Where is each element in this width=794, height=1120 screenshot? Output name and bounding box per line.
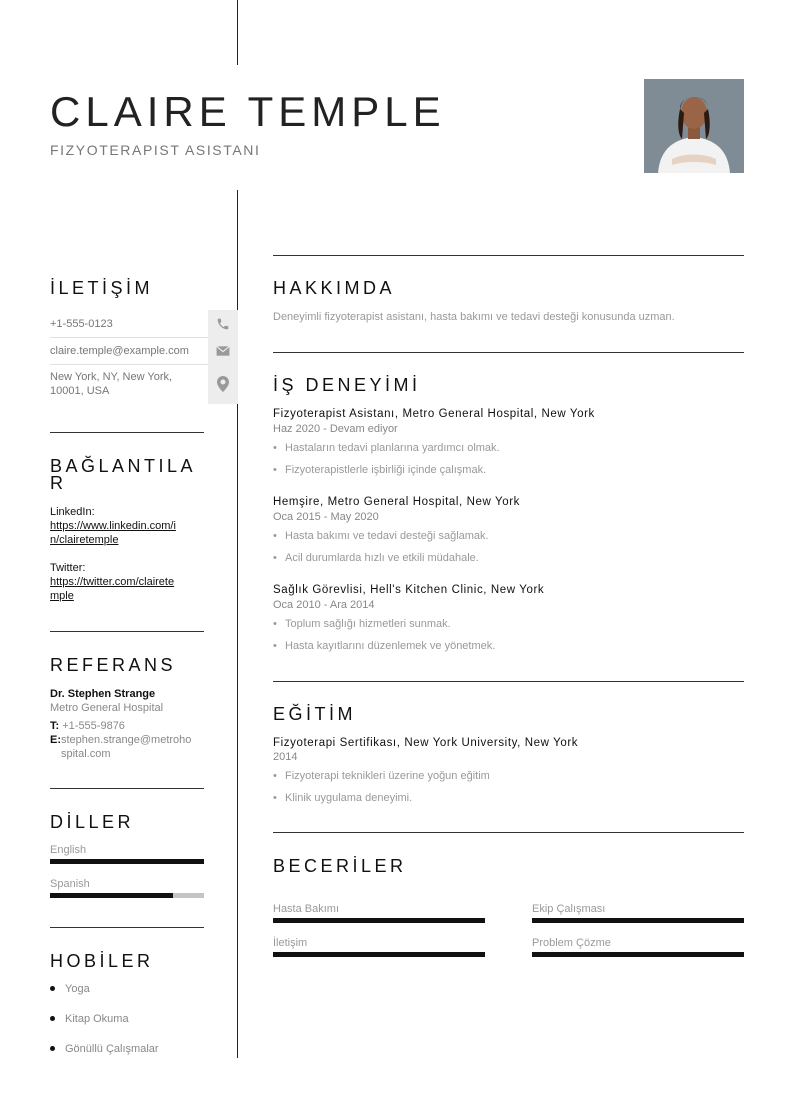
envelope-icon xyxy=(208,337,238,364)
job-bullet: • Acil durumlarda hızlı ve etkili müdahale. xyxy=(273,552,479,564)
contact-phone[interactable]: +1-555-0123 xyxy=(50,318,113,330)
skill-bar-fill xyxy=(273,952,485,957)
education-date: 2014 xyxy=(273,751,298,763)
skills-heading: BECERİLER xyxy=(273,856,407,876)
contact-email-row xyxy=(50,337,238,364)
profile-photo-image xyxy=(644,79,744,173)
reference-entry xyxy=(50,687,204,761)
skill-bar xyxy=(273,952,485,957)
about-text: Deneyimli fizyoterapist asistanı, hasta bakımı ve tedavi desteği konusunda uzman. xyxy=(273,311,675,323)
contact-phone-row xyxy=(50,310,238,337)
hobby-item: Yoga xyxy=(50,983,90,995)
candidate-name: CLAIRE TEMPLE xyxy=(50,88,446,135)
reference-email[interactable]: stephen.strange@metroho spital.com xyxy=(61,734,192,760)
contact-address-line1: New York, NY, New York, xyxy=(50,371,173,383)
job-bullet: • Hasta kayıtlarını düzenlemek ve yönetmek. xyxy=(273,640,496,652)
skill-bar xyxy=(532,952,744,957)
section-rule xyxy=(273,681,744,682)
reference-email-label: E: xyxy=(50,734,61,746)
skill-label: Problem Çözme xyxy=(532,937,611,949)
job-date: Oca 2010 - Ara 2014 xyxy=(273,599,375,611)
experience-heading: İŞ DENEYİMİ xyxy=(273,375,421,395)
education-bullet: • Klinik uygulama deneyimi. xyxy=(273,792,413,804)
candidate-title: FIZYOTERAPIST ASISTANI xyxy=(50,142,261,158)
skill-label: Hasta Bakımı xyxy=(273,903,340,915)
skill-label: Ekip Çalışması xyxy=(532,903,606,915)
section-rule xyxy=(50,631,204,632)
bullet-dot-icon xyxy=(50,1046,55,1051)
references-heading: REFERANS xyxy=(50,655,177,675)
contact-address-row xyxy=(50,364,238,404)
hobbies-heading: HOBİLER xyxy=(50,951,154,971)
contact-heading: İLETİŞİM xyxy=(50,278,154,298)
links-heading xyxy=(50,458,204,492)
linkedin-link[interactable]: https://www.linkedin.com/i n/clairetemple xyxy=(50,520,176,546)
links-heading-line1: BAĞLANTILA xyxy=(50,456,197,476)
reference-name: Dr. Stephen Strange xyxy=(50,688,156,700)
language-bar-fill xyxy=(50,859,204,864)
education-bullet: • Fizyoterapi teknikleri üzerine yoğun eğitim xyxy=(273,770,490,782)
skill-bar-fill xyxy=(532,952,744,957)
bullet-dot-icon xyxy=(50,1016,55,1021)
link-label: Twitter: xyxy=(50,562,86,574)
job-date: Haz 2020 - Devam ediyor xyxy=(273,423,398,435)
skill-bar xyxy=(273,918,485,923)
link-label: LinkedIn: xyxy=(50,506,95,518)
bullet-dot-icon xyxy=(50,986,55,991)
twitter-link[interactable]: https://twitter.com/clairete mple xyxy=(50,576,175,602)
phone-icon xyxy=(208,310,238,337)
section-rule xyxy=(273,352,744,353)
job-bullet: • Hastaların tedavi planlarına yardımcı olmak. xyxy=(273,442,500,454)
job-title: Hemşire, Metro General Hospital, New York xyxy=(273,496,521,508)
language-label: English xyxy=(50,844,87,856)
language-bar xyxy=(50,859,204,864)
job-bullet: • Toplum sağlığı hizmetleri sunmak. xyxy=(273,618,451,630)
languages-heading: DİLLER xyxy=(50,812,135,832)
skill-bar-fill xyxy=(273,918,485,923)
links-heading-line2: R xyxy=(50,473,67,493)
skill-bar-fill xyxy=(532,918,744,923)
job-bullet: • Fizyoterapistlerle işbirliği içinde çalışmak. xyxy=(273,464,487,476)
location-pin-icon xyxy=(208,364,238,404)
section-rule xyxy=(50,788,204,789)
job-bullet: • Hasta bakımı ve tedavi desteği sağlamak. xyxy=(273,530,489,542)
hobby-item: Kitap Okuma xyxy=(50,1013,129,1025)
reference-phone[interactable]: +1-555-9876 xyxy=(62,720,125,732)
section-rule xyxy=(50,927,204,928)
language-bar xyxy=(50,893,204,898)
profile-photo xyxy=(644,79,744,173)
skill-bar xyxy=(532,918,744,923)
divider-top xyxy=(237,0,238,65)
education-heading: EĞİTİM xyxy=(273,704,356,724)
job-date: Oca 2015 - May 2020 xyxy=(273,511,379,523)
section-rule xyxy=(273,255,744,256)
hobby-item: Gönüllü Çalışmalar xyxy=(50,1043,159,1055)
reference-phone-label: T: xyxy=(50,720,60,732)
section-rule xyxy=(273,832,744,833)
contact-address-line2: 10001, USA xyxy=(50,385,110,397)
education-title: Fizyoterapi Sertifikası, New York University, New York xyxy=(273,737,579,749)
language-bar-fill xyxy=(50,893,173,898)
contact-email[interactable]: claire.temple@example.com xyxy=(50,345,189,357)
contact-address xyxy=(50,370,206,398)
language-label: Spanish xyxy=(50,878,90,890)
section-rule xyxy=(50,432,204,433)
link-item-linkedin xyxy=(50,505,204,547)
skill-label: İletişim xyxy=(273,937,308,949)
link-item-twitter xyxy=(50,561,204,603)
reference-org: Metro General Hospital xyxy=(50,702,164,714)
job-title: Fizyoterapist Asistanı, Metro General Hospital, New York xyxy=(273,408,595,420)
about-heading: HAKKIMDA xyxy=(273,278,396,298)
job-title: Sağlık Görevlisi, Hell's Kitchen Clinic, New York xyxy=(273,584,545,596)
